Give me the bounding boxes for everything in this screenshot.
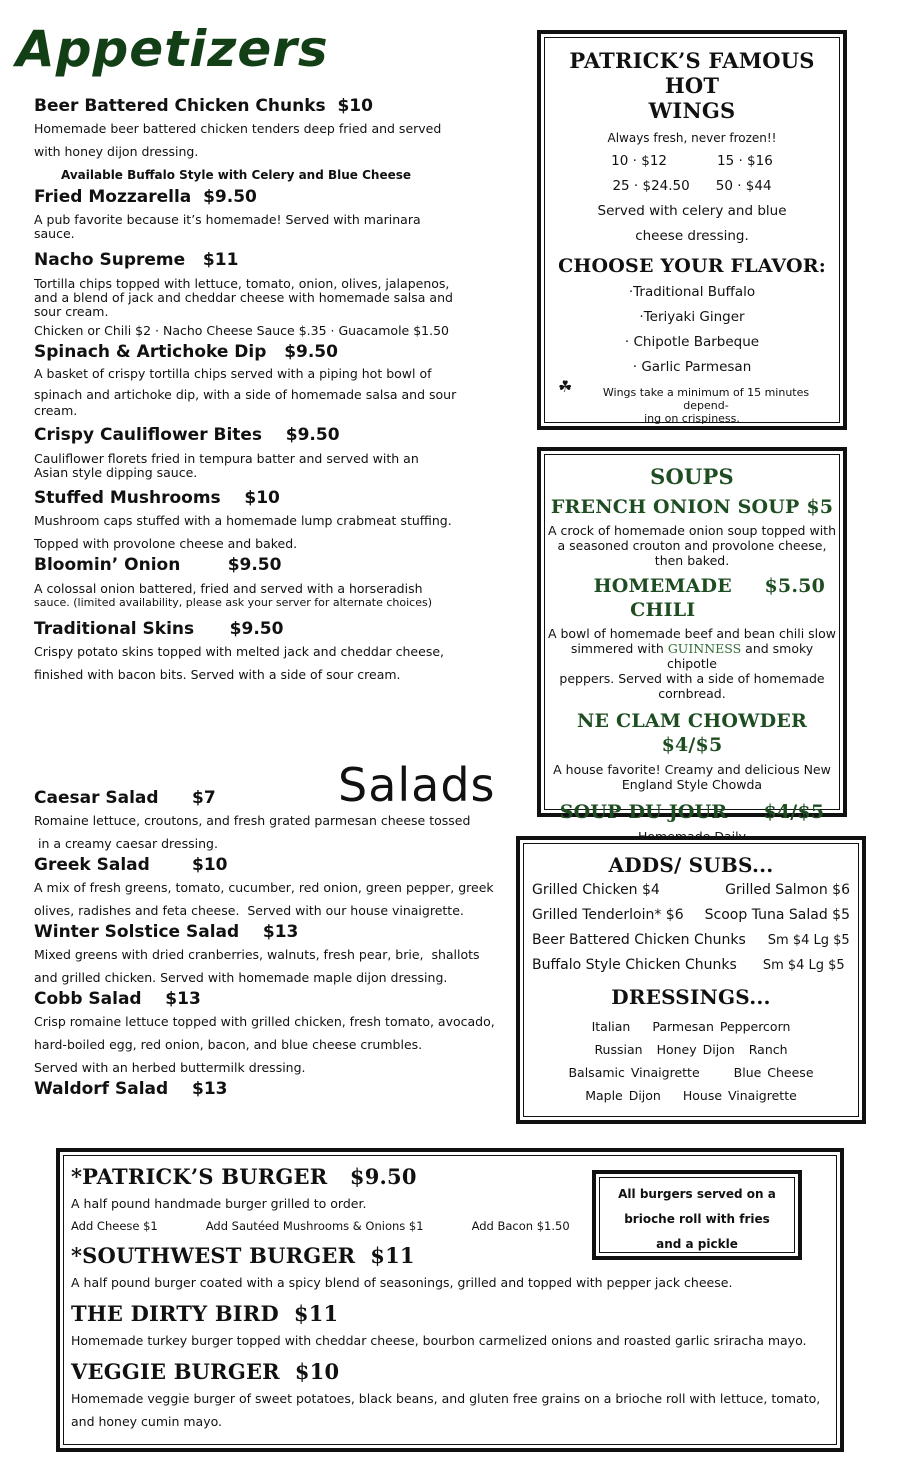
dressing-option: Honey Dijon xyxy=(656,1042,735,1057)
menu-item-name xyxy=(34,619,504,639)
desc-line: Tortilla chips topped with lettuce, tomato, onion, olives, jalapenos, xyxy=(34,276,450,291)
wings-served-line: cheese dressing. xyxy=(635,228,749,244)
soup-header-row xyxy=(545,800,839,824)
burger-description: and honey cumin mayo. xyxy=(71,1414,223,1429)
dressings-row xyxy=(524,1061,858,1084)
item-title: Cobb Salad xyxy=(34,989,142,1009)
wings-served-line: Served with celery and blue xyxy=(597,203,787,219)
burger-price: $11 xyxy=(370,1243,415,1268)
menu-item-name xyxy=(34,96,504,116)
burger-price: $11 xyxy=(293,1301,339,1326)
wings-title-line2: WINGS xyxy=(648,98,736,123)
item-description xyxy=(34,509,504,555)
menu-item-name xyxy=(34,425,504,445)
desc-line: Crisp romaine lettuce topped with grilled chicken, fresh tomato, avocado, xyxy=(34,1014,495,1029)
item-price: $10 xyxy=(244,488,280,508)
desc-line: spinach and artichoke dip, with a side of homemade salsa and sour xyxy=(34,387,457,402)
menu-item-name xyxy=(34,922,504,942)
appetizers-title: Appetizers xyxy=(16,20,329,78)
burger-header xyxy=(71,1299,836,1329)
adds-row xyxy=(524,928,858,953)
item-title: Spinach & Artichoke Dip xyxy=(34,342,267,362)
add-item: Scoop Tuna Salad $5 xyxy=(704,907,850,923)
soups-title: SOUPS xyxy=(650,464,734,489)
item-price: $9.50 xyxy=(203,187,257,207)
item-title: Stuffed Mushrooms xyxy=(34,488,221,508)
desc-line: with honey dijon dressing. xyxy=(34,144,199,159)
item-description xyxy=(34,640,504,686)
soup-description xyxy=(545,523,839,568)
desc-line: and grilled chicken. Served with homemade maple dijon dressing. xyxy=(34,970,448,985)
add-item: Grilled Salmon $6 xyxy=(725,882,850,898)
soup-price: $5.50 xyxy=(764,575,825,597)
desc-line: A house favorite! Creamy and delicious New xyxy=(553,762,831,777)
item-title: Crispy Cauliflower Bites xyxy=(34,425,263,445)
item-price: $11 xyxy=(202,250,239,270)
burger-name: *PATRICK’S BURGER xyxy=(71,1164,328,1189)
soup-name: FRENCH ONION SOUP $5 xyxy=(550,496,834,518)
desc-line: and a blend of jack and cheddar cheese with homemade salsa and xyxy=(34,290,453,305)
soup-header-row xyxy=(545,574,839,622)
soup-name: HOMEMADE CHILI xyxy=(593,575,732,621)
item-description xyxy=(34,362,504,417)
salads-title: Salads xyxy=(338,758,496,812)
wings-panel xyxy=(537,30,847,430)
desc-line: olives, radishes and feta cheese. Served with our house vinaigrette. xyxy=(34,903,464,918)
desc-line: cornbread. xyxy=(658,686,726,701)
adds-row xyxy=(524,878,858,903)
item-title: Caesar Salad xyxy=(34,788,159,808)
item-title: Bloomin’ Onion xyxy=(34,555,181,575)
item-price: $7 xyxy=(192,788,216,808)
wings-size-row xyxy=(545,174,839,199)
desc-line: a seasoned crouton and provolone cheese, xyxy=(557,538,827,553)
menu-item-name xyxy=(34,788,504,808)
desc-line: in a creamy caesar dressing. xyxy=(34,836,218,851)
item-description xyxy=(34,277,504,319)
salads-list xyxy=(34,788,504,1099)
item-addons: Chicken or Chili $2 · Nacho Cheese Sauce $.35 · Guacamole $1.50 xyxy=(34,323,449,338)
desc-line: peppers. Served with a side of homemade xyxy=(559,671,825,686)
wings-size: 50 · $44 xyxy=(715,178,772,194)
add-item: Buffalo Style Chicken Chunks xyxy=(532,957,737,973)
item-description xyxy=(34,809,504,855)
desc-line: A basket of crispy tortilla chips served with a piping hot bowl of xyxy=(34,366,432,381)
desc-line: then baked. xyxy=(654,553,730,568)
item-title: Fried Mozzarella xyxy=(34,187,192,207)
dressings-row xyxy=(524,1015,858,1038)
soup-name: NE CLAM CHOWDER $4/$5 xyxy=(576,710,808,756)
burger-name: *SOUTHWEST BURGER xyxy=(71,1243,356,1268)
dressings-title: DRESSINGS... xyxy=(611,985,771,1009)
burger-name: THE DIRTY BIRD xyxy=(71,1301,279,1326)
soup-name: SOUP DU JOUR xyxy=(559,801,728,823)
shamrock-icon: ☘ xyxy=(558,377,573,396)
desc-line: A crock of homemade onion soup topped with xyxy=(547,523,836,538)
burger-price: $9.50 xyxy=(349,1164,417,1189)
item-title: Winter Solstice Salad xyxy=(34,922,240,942)
item-note: Available Buffalo Style with Celery and Blue Cheese xyxy=(61,168,412,182)
wings-title: PATRICK’S FAMOUS HOT xyxy=(569,48,815,98)
wings-size: 25 · $24.50 xyxy=(612,178,690,194)
item-price: $13 xyxy=(192,1079,228,1099)
adds-row xyxy=(524,953,858,978)
item-description xyxy=(34,213,504,241)
wings-size: 15 · $16 xyxy=(717,153,773,169)
wings-note xyxy=(545,377,839,425)
wings-note-line: Wings take a minimum of 15 minutes depend- xyxy=(602,386,810,412)
menu-item-name xyxy=(34,1079,504,1099)
item-description xyxy=(34,582,504,610)
add-item: Beer Battered Chicken Chunks xyxy=(532,932,746,948)
dressing-option: Italian xyxy=(591,1019,631,1034)
menu-item-name xyxy=(34,250,504,270)
desc-line: Homemade beer battered chicken tenders deep fried and served xyxy=(34,121,442,136)
item-title: Greek Salad xyxy=(34,855,150,875)
dressing-option: Blue Cheese xyxy=(733,1065,814,1080)
menu-item-name xyxy=(34,187,504,207)
desc-line: Mixed greens with dried cranberries, walnuts, fresh pear, brie, shallots xyxy=(34,947,480,962)
adds-dressings-panel xyxy=(516,836,866,1124)
item-price: $13 xyxy=(262,922,299,942)
desc-line xyxy=(545,641,839,671)
dressing-option: House Vinaigrette xyxy=(682,1088,797,1103)
desc-line: Cauliflower florets fried in tempura batter and served with an xyxy=(34,451,419,466)
item-price: $13 xyxy=(165,989,201,1009)
burger-header xyxy=(71,1357,836,1387)
desc-line: cream. xyxy=(34,403,78,418)
desc-line: sauce. xyxy=(34,226,75,241)
item-description xyxy=(34,943,504,989)
dressing-option: Balsamic Vinaigrette xyxy=(568,1065,700,1080)
dressings-row xyxy=(524,1038,858,1061)
desc-line: A mix of fresh greens, tomato, cucumber, red onion, green pepper, greek xyxy=(34,880,494,895)
burger-addon: Add Sautéed Mushrooms & Onions $1 xyxy=(205,1219,424,1233)
add-item: Grilled Chicken $4 xyxy=(532,882,660,898)
item-title: Waldorf Salad xyxy=(34,1079,169,1099)
desc-line: Served with an herbed buttermilk dressing. xyxy=(34,1060,306,1075)
menu-item-name xyxy=(34,488,504,508)
desc-line: sour cream. xyxy=(34,304,109,319)
soups-panel xyxy=(537,447,847,823)
desc-text: and smoky chipotle xyxy=(667,641,814,671)
desc-line: Romaine lettuce, croutons, and fresh grated parmesan cheese tossed xyxy=(34,813,471,828)
notice-line: brioche roll with fries xyxy=(624,1212,770,1226)
item-title: Nacho Supreme xyxy=(34,250,186,270)
desc-line: Asian style dipping sauce. xyxy=(34,465,198,480)
flavor-option: · Garlic Parmesan xyxy=(632,359,752,375)
wings-note-line: ing on crispiness. xyxy=(644,412,740,425)
adds-row xyxy=(524,903,858,928)
add-item-price: Sm $4 Lg $5 xyxy=(767,933,850,948)
menu-item-name xyxy=(34,989,504,1009)
item-description xyxy=(34,452,504,480)
wings-tagline: Always fresh, never frozen!! xyxy=(607,131,777,145)
desc-line: Mushroom caps stuffed with a homemade lump crabmeat stuffing. xyxy=(34,513,452,528)
item-price: $9.50 xyxy=(285,425,340,445)
notice-line: and a pickle xyxy=(656,1237,738,1251)
soup-description xyxy=(545,626,839,701)
flavor-title: CHOOSE YOUR FLAVOR: xyxy=(558,255,826,277)
desc-text: simmered with xyxy=(570,641,668,656)
notice-line: All burgers served on a xyxy=(618,1187,776,1201)
soup-price: $4/$5 xyxy=(763,801,825,823)
menu-item-name xyxy=(34,555,504,575)
item-price: $10 xyxy=(192,855,228,875)
desc-line: A colossal onion battered, fried and served with a horseradish xyxy=(34,581,423,596)
item-price: $9.50 xyxy=(229,619,284,639)
adds-title: ADDS/ SUBS... xyxy=(608,853,774,877)
burger-notice-panel xyxy=(592,1170,802,1260)
desc-line: sauce. (limited availability, please ask your server for alternate choices) xyxy=(34,596,432,609)
menu-item-name xyxy=(34,342,504,362)
burger-price: $10 xyxy=(294,1359,340,1384)
item-title: Traditional Skins xyxy=(34,619,195,639)
item-price: $9.50 xyxy=(284,342,338,362)
burger-description: Homemade veggie burger of sweet potatoes, black beans, and gluten free grains on a brioche roll with lettuce, tomato, xyxy=(71,1391,821,1406)
burger-description: Homemade turkey burger topped with cheddar cheese, bourbon carmelized onions and roasted garlic sriracha mayo. xyxy=(71,1333,807,1348)
item-description xyxy=(34,1010,504,1079)
appetizers-list xyxy=(34,96,504,686)
desc-line: hard-boiled egg, red onion, bacon, and blue cheese crumbles. xyxy=(34,1037,423,1052)
add-item-price: Sm $4 Lg $5 xyxy=(762,958,845,973)
desc-line: England Style Chowda xyxy=(621,777,763,792)
dressing-option: Ranch xyxy=(748,1042,788,1057)
item-description xyxy=(34,876,504,922)
burger-addon: Add Cheese $1 xyxy=(71,1219,158,1233)
wings-size-row xyxy=(545,149,839,174)
soup-description xyxy=(545,762,839,792)
item-price: $10 xyxy=(337,96,373,116)
item-price: $9.50 xyxy=(227,555,282,575)
item-description xyxy=(34,117,504,163)
flavor-option: · Chipotle Barbeque xyxy=(624,334,760,350)
item-title: Beer Battered Chicken Chunks xyxy=(34,96,326,116)
burger-addon: Add Bacon $1.50 xyxy=(471,1219,570,1233)
dressings-row xyxy=(524,1084,858,1107)
burger-description: A half pound handmade burger grilled to order. xyxy=(71,1196,367,1211)
flavor-option: ·Traditional Buffalo xyxy=(628,284,756,300)
desc-line: Crispy potato skins topped with melted jack and cheddar cheese, xyxy=(34,644,444,659)
burger-description: A half pound burger coated with a spicy blend of seasonings, grilled and topped with pepper jack cheese. xyxy=(71,1275,733,1290)
dressing-option: Maple Dijon xyxy=(585,1088,661,1103)
wings-size: 10 · $12 xyxy=(611,153,667,169)
burger-name: VEGGIE BURGER xyxy=(71,1359,280,1384)
menu-item-name xyxy=(34,855,504,875)
add-item: Grilled Tenderloin* $6 xyxy=(532,907,684,923)
desc-line: A bowl of homemade beef and bean chili slow xyxy=(547,626,837,641)
desc-line: A pub favorite because it’s homemade! Served with marinara xyxy=(34,212,421,227)
dressing-option: Parmesan Peppercorn xyxy=(652,1019,791,1034)
flavor-option: ·Teriyaki Ginger xyxy=(639,309,745,325)
desc-line: finished with bacon bits. Served with a side of sour cream. xyxy=(34,667,401,682)
desc-line: Topped with provolone cheese and baked. xyxy=(34,536,298,551)
guinness-brand: GUINNESS xyxy=(667,641,742,656)
dressing-option: Russian xyxy=(594,1042,643,1057)
